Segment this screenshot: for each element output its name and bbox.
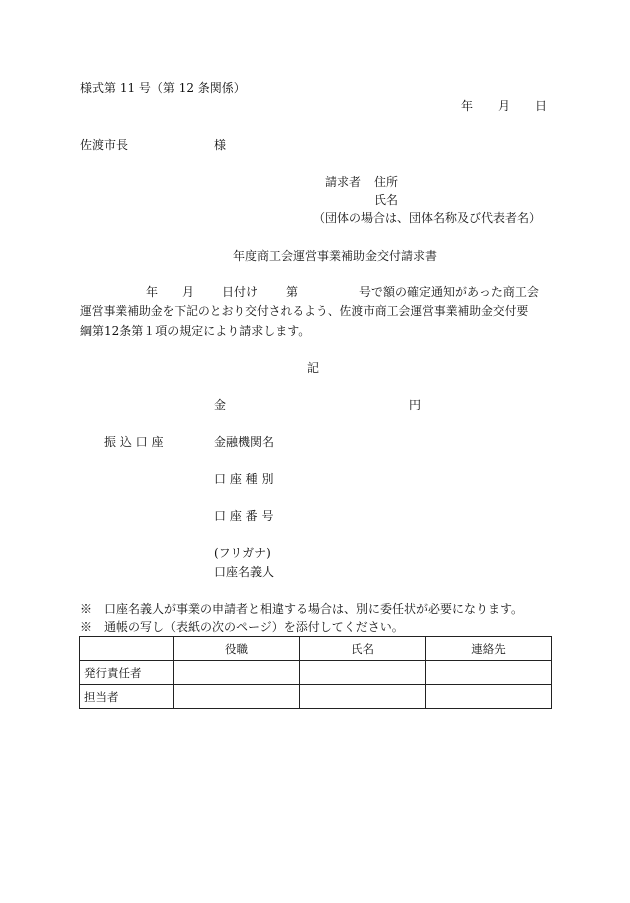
- contact-table-header-row: [80, 637, 552, 661]
- note-passbook-copy: ※ 通帳の写し（表紙の次のページ）を添付してください。: [80, 620, 404, 634]
- bank-institution-label: 金融機関名: [214, 435, 275, 449]
- addressee-name: 佐渡市長: [80, 138, 129, 152]
- date-day-label: 日: [535, 99, 548, 113]
- cell-position: [174, 661, 300, 685]
- bank-holder-label: 口座名義人: [214, 565, 275, 579]
- note-power-of-attorney: ※ 口座名義人が事業の申請者と相違する場合は、別に委任状が必要になります。: [80, 602, 524, 616]
- header-contact: 連絡先: [426, 637, 552, 661]
- form-number: 様式第 11 号（第 12 条関係）: [80, 81, 246, 95]
- claimant-label: 請求者: [325, 175, 362, 189]
- header-position: 役職: [174, 637, 300, 661]
- bank-account-type-label: 口 座 種 別: [214, 472, 274, 486]
- table-row: [80, 661, 552, 685]
- addressee-honorific: 様: [214, 138, 227, 152]
- row-label-person-in-charge: 担当者: [80, 685, 174, 709]
- claimant-note: （団体の場合は、団体名称及び代表者名）: [313, 211, 542, 225]
- body-line1-text: 号で額の確定通知があった商工会: [359, 285, 539, 299]
- document-title: 年度商工会運営事業補助金交付請求書: [233, 249, 438, 263]
- cell-position: [174, 685, 300, 709]
- claimant-address-label: 住所: [374, 175, 399, 189]
- amount-kin: 金: [214, 398, 227, 412]
- bank-section-label: 振 込 口 座: [104, 435, 164, 449]
- date-year-label: 年: [461, 99, 474, 113]
- date-month-label: 月: [498, 99, 511, 113]
- ki-heading: 記: [307, 361, 320, 375]
- header-name: 氏名: [300, 637, 426, 661]
- row-label-issuer: 発行責任者: [80, 661, 174, 685]
- table-row: [80, 685, 552, 709]
- body-line3: 綱第12条第１項の規定により請求します。: [80, 324, 311, 338]
- claimant-name-label: 氏名: [374, 193, 399, 207]
- body-year: 年: [146, 285, 159, 299]
- body-dai: 第: [286, 285, 299, 299]
- cell-name: [300, 661, 426, 685]
- cell-contact: [426, 685, 552, 709]
- body-line2: 運営事業補助金を下記のとおり交付されるよう、佐渡市商工会運営事業補助金交付要: [80, 304, 529, 318]
- header-blank-cell: [80, 637, 174, 661]
- body-month: 月: [182, 285, 195, 299]
- contact-table: [79, 636, 552, 709]
- bank-account-number-label: 口 座 番 号: [214, 509, 274, 523]
- cell-name: [300, 685, 426, 709]
- cell-contact: [426, 661, 552, 685]
- amount-yen: 円: [409, 398, 422, 412]
- bank-furigana-label: (フリガナ): [214, 546, 271, 560]
- body-dated: 日付け: [222, 285, 259, 299]
